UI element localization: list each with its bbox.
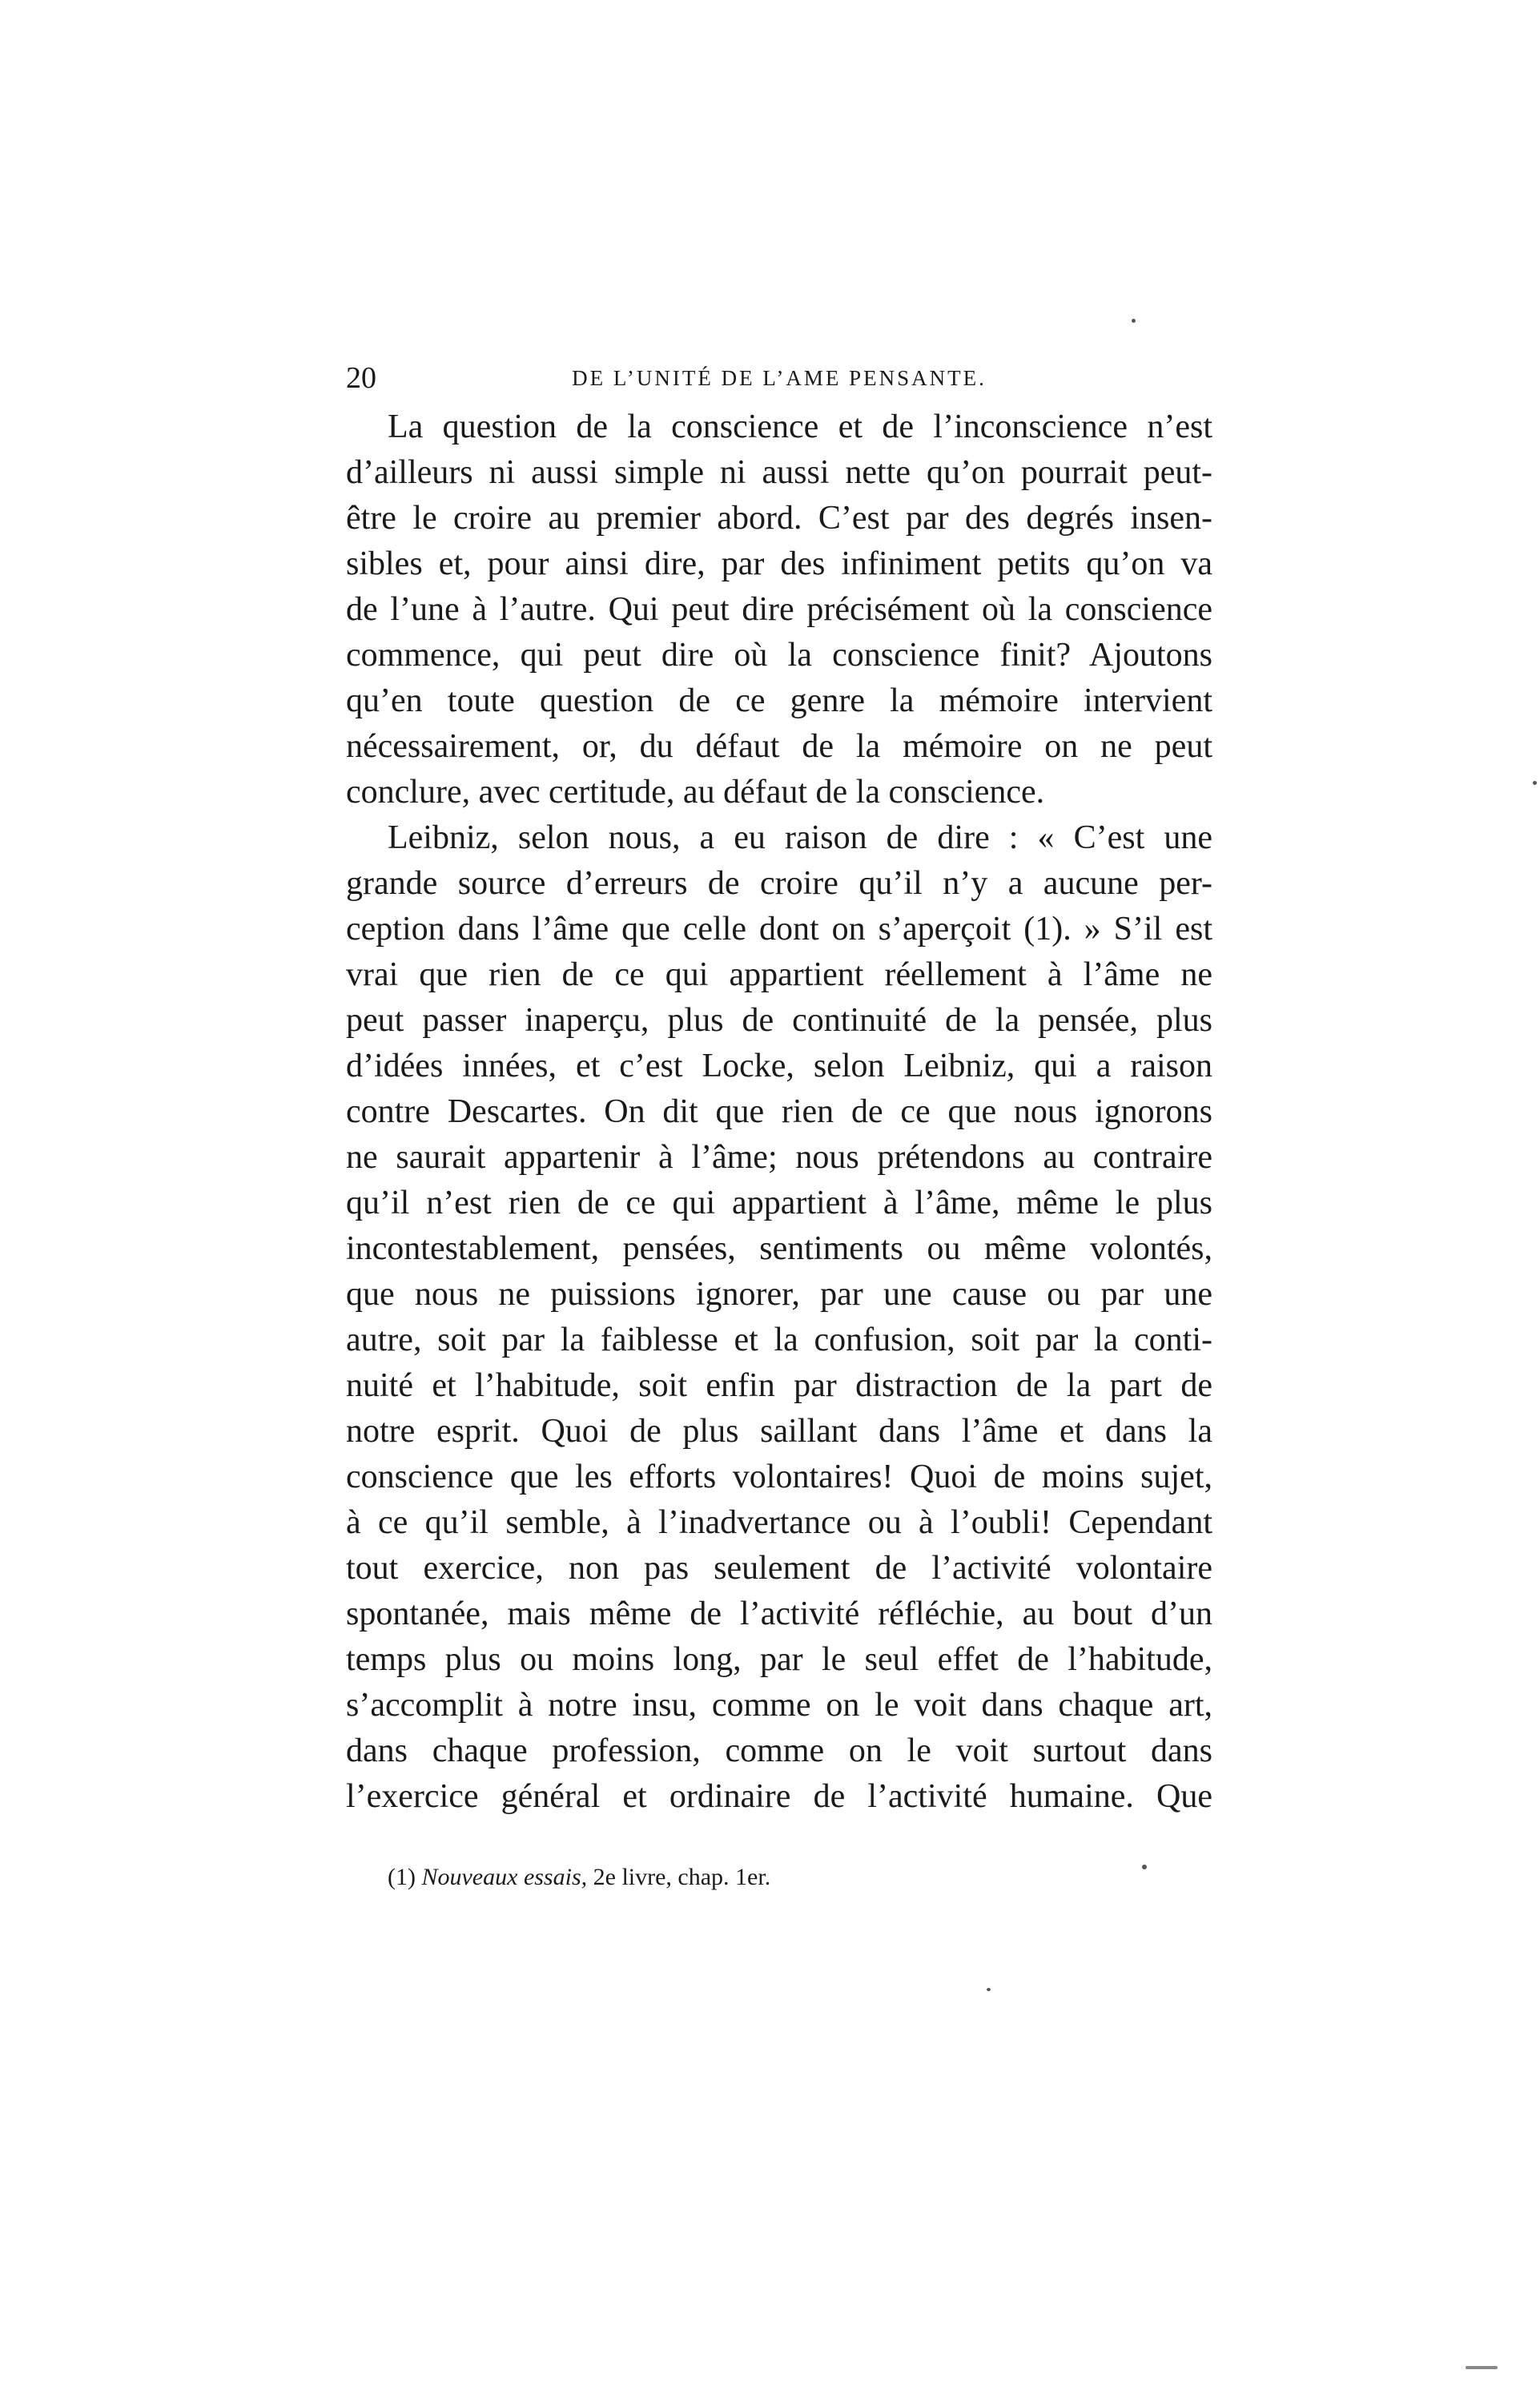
text-line: conclure, avec certitude, au défaut de la conscience. [346, 774, 1045, 811]
text-line: commence, qui peut dire où la conscience finit? Ajoutons [346, 637, 1212, 674]
text-line: ception dans l’âme que celle dont on s’aperçoit (1). » S’il est [346, 911, 1212, 948]
text-line: grande source d’erreurs de croire qu’il n’y a aucune per- [346, 865, 1212, 902]
text-line: qu’il n’est rien de ce qui appartient à l’âme, même le plus [346, 1185, 1212, 1221]
text-line: nécessairement, or, du défaut de la mémoire on ne peut [346, 728, 1212, 765]
text-line: peut passer inaperçu, plus de continuité de la pensée, plus [346, 1002, 1212, 1039]
text-line: de l’une à l’autre. Qui peut dire précisément où la conscience [346, 591, 1212, 628]
text-line: ne saurait appartenir à l’âme; nous prétendons au contraire [346, 1139, 1212, 1176]
text-line: vrai que rien de ce qui appartient réellement à l’âme ne [346, 956, 1212, 993]
text-line: contre Descartes. On dit que rien de ce que nous ignorons [346, 1093, 1212, 1130]
text-line: autre, soit par la faiblesse et la confusion, soit par la conti- [346, 1322, 1212, 1358]
page-header [346, 356, 1212, 400]
scan-speck [1466, 2366, 1498, 2369]
text-line: spontanée, mais même de l’activité réfléchie, au bout d’un [346, 1595, 1212, 1632]
text-line: l’exercice général et ordinaire de l’activité humaine. Que [346, 1778, 1212, 1815]
text-line: qu’en toute question de ce genre la mémoire intervient [346, 682, 1212, 719]
footnote-reference: 2e livre, chap. 1er. [587, 1864, 771, 1890]
text-line: être le croire au premier abord. C’est par des degrés insen- [346, 500, 1212, 537]
text-line: à ce qu’il semble, à l’inadvertance ou à l’oubli! Cependant [346, 1504, 1212, 1541]
body-text [346, 404, 1212, 1820]
text-line: incontestablement, pensées, sentiments ou même volontés, [346, 1230, 1212, 1267]
scan-speck [1132, 319, 1136, 323]
text-line: que nous ne puissions ignorer, par une cause ou par une [346, 1276, 1212, 1313]
footnote [388, 1860, 770, 1895]
text-line: temps plus ou moins long, par le seul effet de l’habitude, [346, 1641, 1212, 1678]
scan-speck [987, 1988, 991, 1991]
page-number: 20 [346, 361, 376, 395]
text-line: nuité et l’habitude, soit enfin par distraction de la part de [346, 1367, 1212, 1404]
scan-speck [1533, 781, 1537, 785]
text-line: d’ailleurs ni aussi simple ni aussi nette qu’on pourrait peut- [346, 454, 1212, 491]
text-line: sibles et, pour ainsi dire, par des infiniment petits qu’on va [346, 545, 1212, 582]
footnote-marker: (1) [388, 1864, 416, 1890]
text-line: s’accomplit à notre insu, comme on le voit dans chaque art, [346, 1687, 1212, 1724]
text-line: notre esprit. Quoi de plus saillant dans l’âme et dans la [346, 1413, 1212, 1450]
running-title: DE L’UNITÉ DE L’AME PENSANTE. [572, 366, 987, 390]
text-line: tout exercice, non pas seulement de l’activité volontaire [346, 1550, 1212, 1587]
text-line: Leibniz, selon nous, a eu raison de dire : « C’est une [388, 819, 1212, 856]
text-line: d’idées innées, et c’est Locke, selon Leibniz, qui a raison [346, 1048, 1212, 1084]
text-line: La question de la conscience et de l’inconscience n’est [388, 408, 1212, 445]
scan-speck [1142, 1865, 1147, 1869]
text-line: dans chaque profession, comme on le voit surtout dans [346, 1732, 1212, 1769]
footnote-title: Nouveaux essais, [421, 1864, 588, 1890]
text-line: conscience que les efforts volontaires! Quoi de moins sujet, [346, 1459, 1212, 1495]
